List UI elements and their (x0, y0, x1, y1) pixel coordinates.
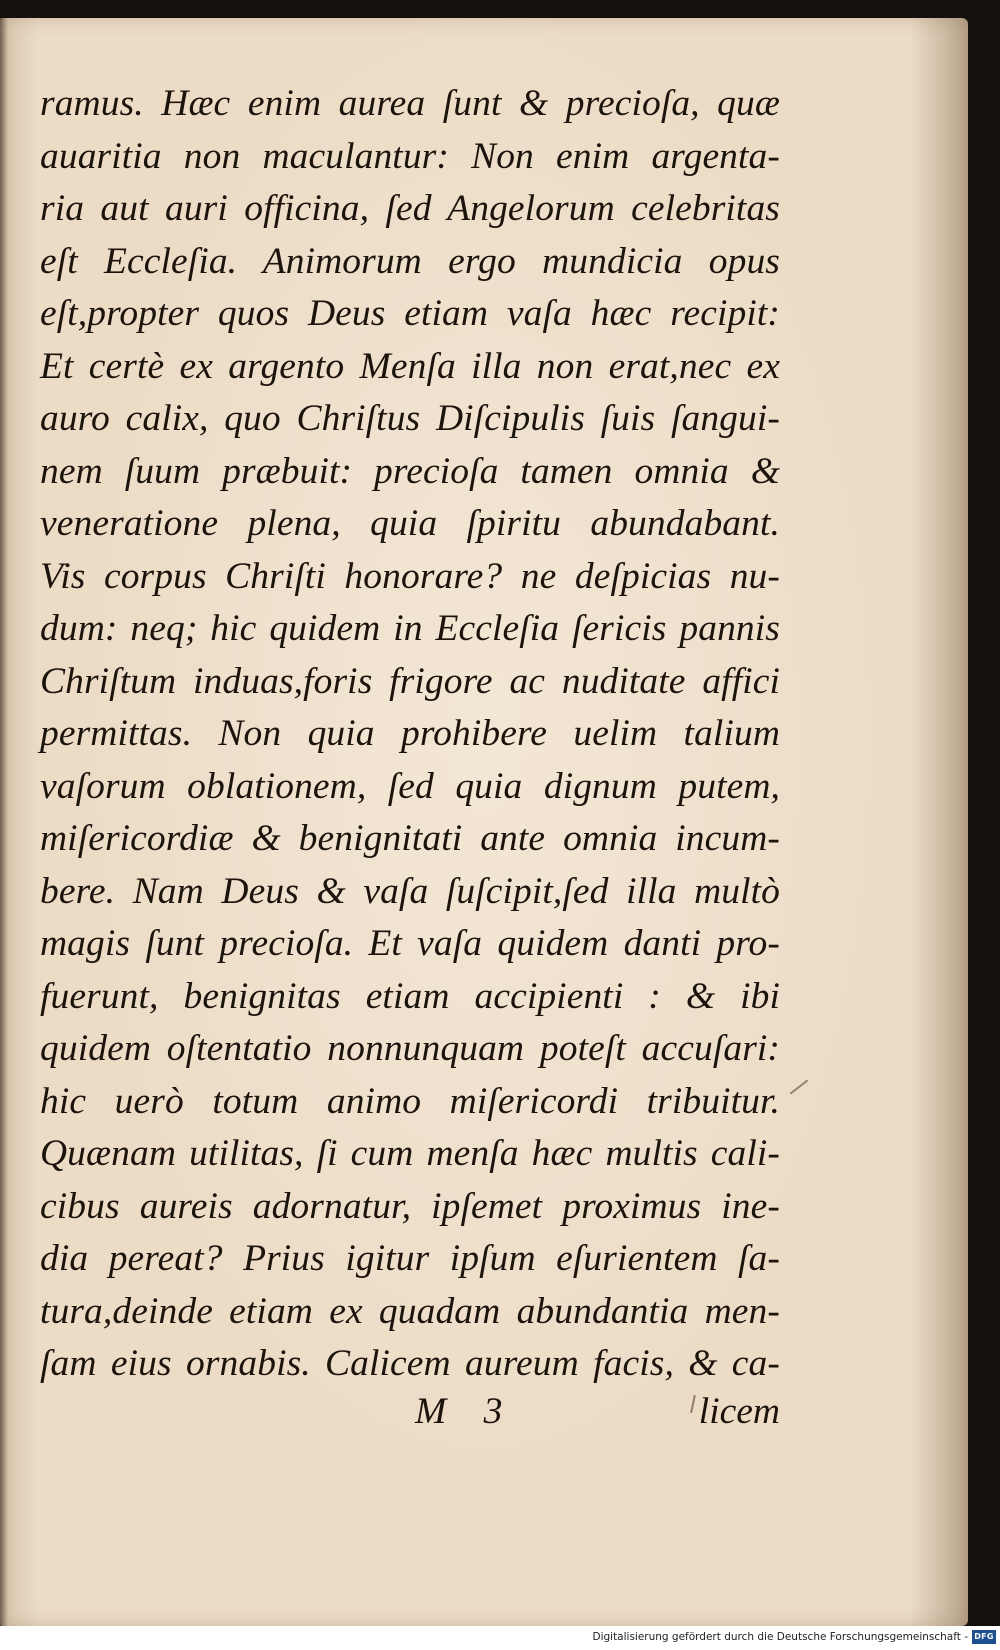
text-line-13: permittas. Non quia prohibere uelim talium (40, 713, 780, 754)
text-line-11: dum: neq; hic quidem in Eccleſia ſericis pannis (40, 608, 780, 649)
text-line-19: quidem oſtentatio nonnunquam poteſt accuſari: (40, 1028, 780, 1069)
text-line-15: miſericordiæ & benignitati ante omnia incum- (40, 818, 780, 859)
dfg-logo-icon: DFG (972, 1630, 996, 1644)
page-footer (40, 1390, 780, 1442)
text-line-14: vaſorum oblationem, ſed quia dignum putem, (40, 765, 780, 807)
text-line-7: auro calix, quo Chriſtus Diſcipulis ſuis ſangui- (40, 398, 780, 439)
funding-notice-text: Digitalisierung gefördert durch die Deutsche Forschungsgemeinschaft - (592, 1631, 968, 1643)
text-line-25: ſam eius ornabis. Calicem aureum facis, & ca- (40, 1343, 780, 1384)
text-line-6: Et certè ex argento Menſa illa non erat,nec ex (40, 345, 780, 387)
text-line-16: bere. Nam Deus & vaſa ſuſcipit,ſed illa multò (40, 870, 780, 912)
catchword: licem (698, 1391, 780, 1432)
text-line-4: eſt Eccleſia. Animorum ergo mundicia opus (40, 240, 780, 282)
text-line-18: fuerunt, benignitas etiam accipienti : & ibi (40, 975, 780, 1017)
text-line-2: auaritia non maculantur: Non enim argenta- (40, 135, 780, 177)
text-line-12: Chriſtum induas,foris frigore ac nuditate affici (40, 660, 780, 702)
text-line-23: dia pereat? Prius igitur ipſum eſurientem ſa- (40, 1238, 780, 1279)
text-line-1: ramus. Hæc enim aurea ſunt & precioſa, quæ (40, 83, 780, 124)
text-line-20: hic uerò totum animo miſericordi tribuitur. (40, 1080, 780, 1122)
funding-notice-bar (0, 1626, 1000, 1650)
text-line-9: veneratione plena, quia ſpiritu abundabant. (40, 503, 780, 544)
text-line-3: ria aut auri officina, ſed Angelorum celebritas (40, 188, 780, 229)
page-gutter-shadow (0, 18, 8, 1626)
text-line-17: magis ſunt precioſa. Et vaſa quidem danti pro- (40, 923, 780, 964)
text-line-24: tura,deinde etiam ex quadam abundantia men- (40, 1290, 780, 1332)
page-text-block (40, 78, 780, 1391)
text-line-10: Vis corpus Chriſti honorare? ne deſpicias nu- (40, 555, 780, 597)
text-line-22: cibus aureis adornatur, ipſemet proximus ine- (40, 1185, 780, 1227)
text-line-21: Quænam utilitas, ſi cum menſa hæc multis cali- (40, 1133, 780, 1174)
signature-mark: M 3 (415, 1391, 517, 1432)
text-line-5: eſt,propter quos Deus etiam vaſa hæc recipit: (40, 293, 780, 334)
text-line-8: nem ſuum præbuit: precioſa tamen omnia & (40, 450, 780, 492)
